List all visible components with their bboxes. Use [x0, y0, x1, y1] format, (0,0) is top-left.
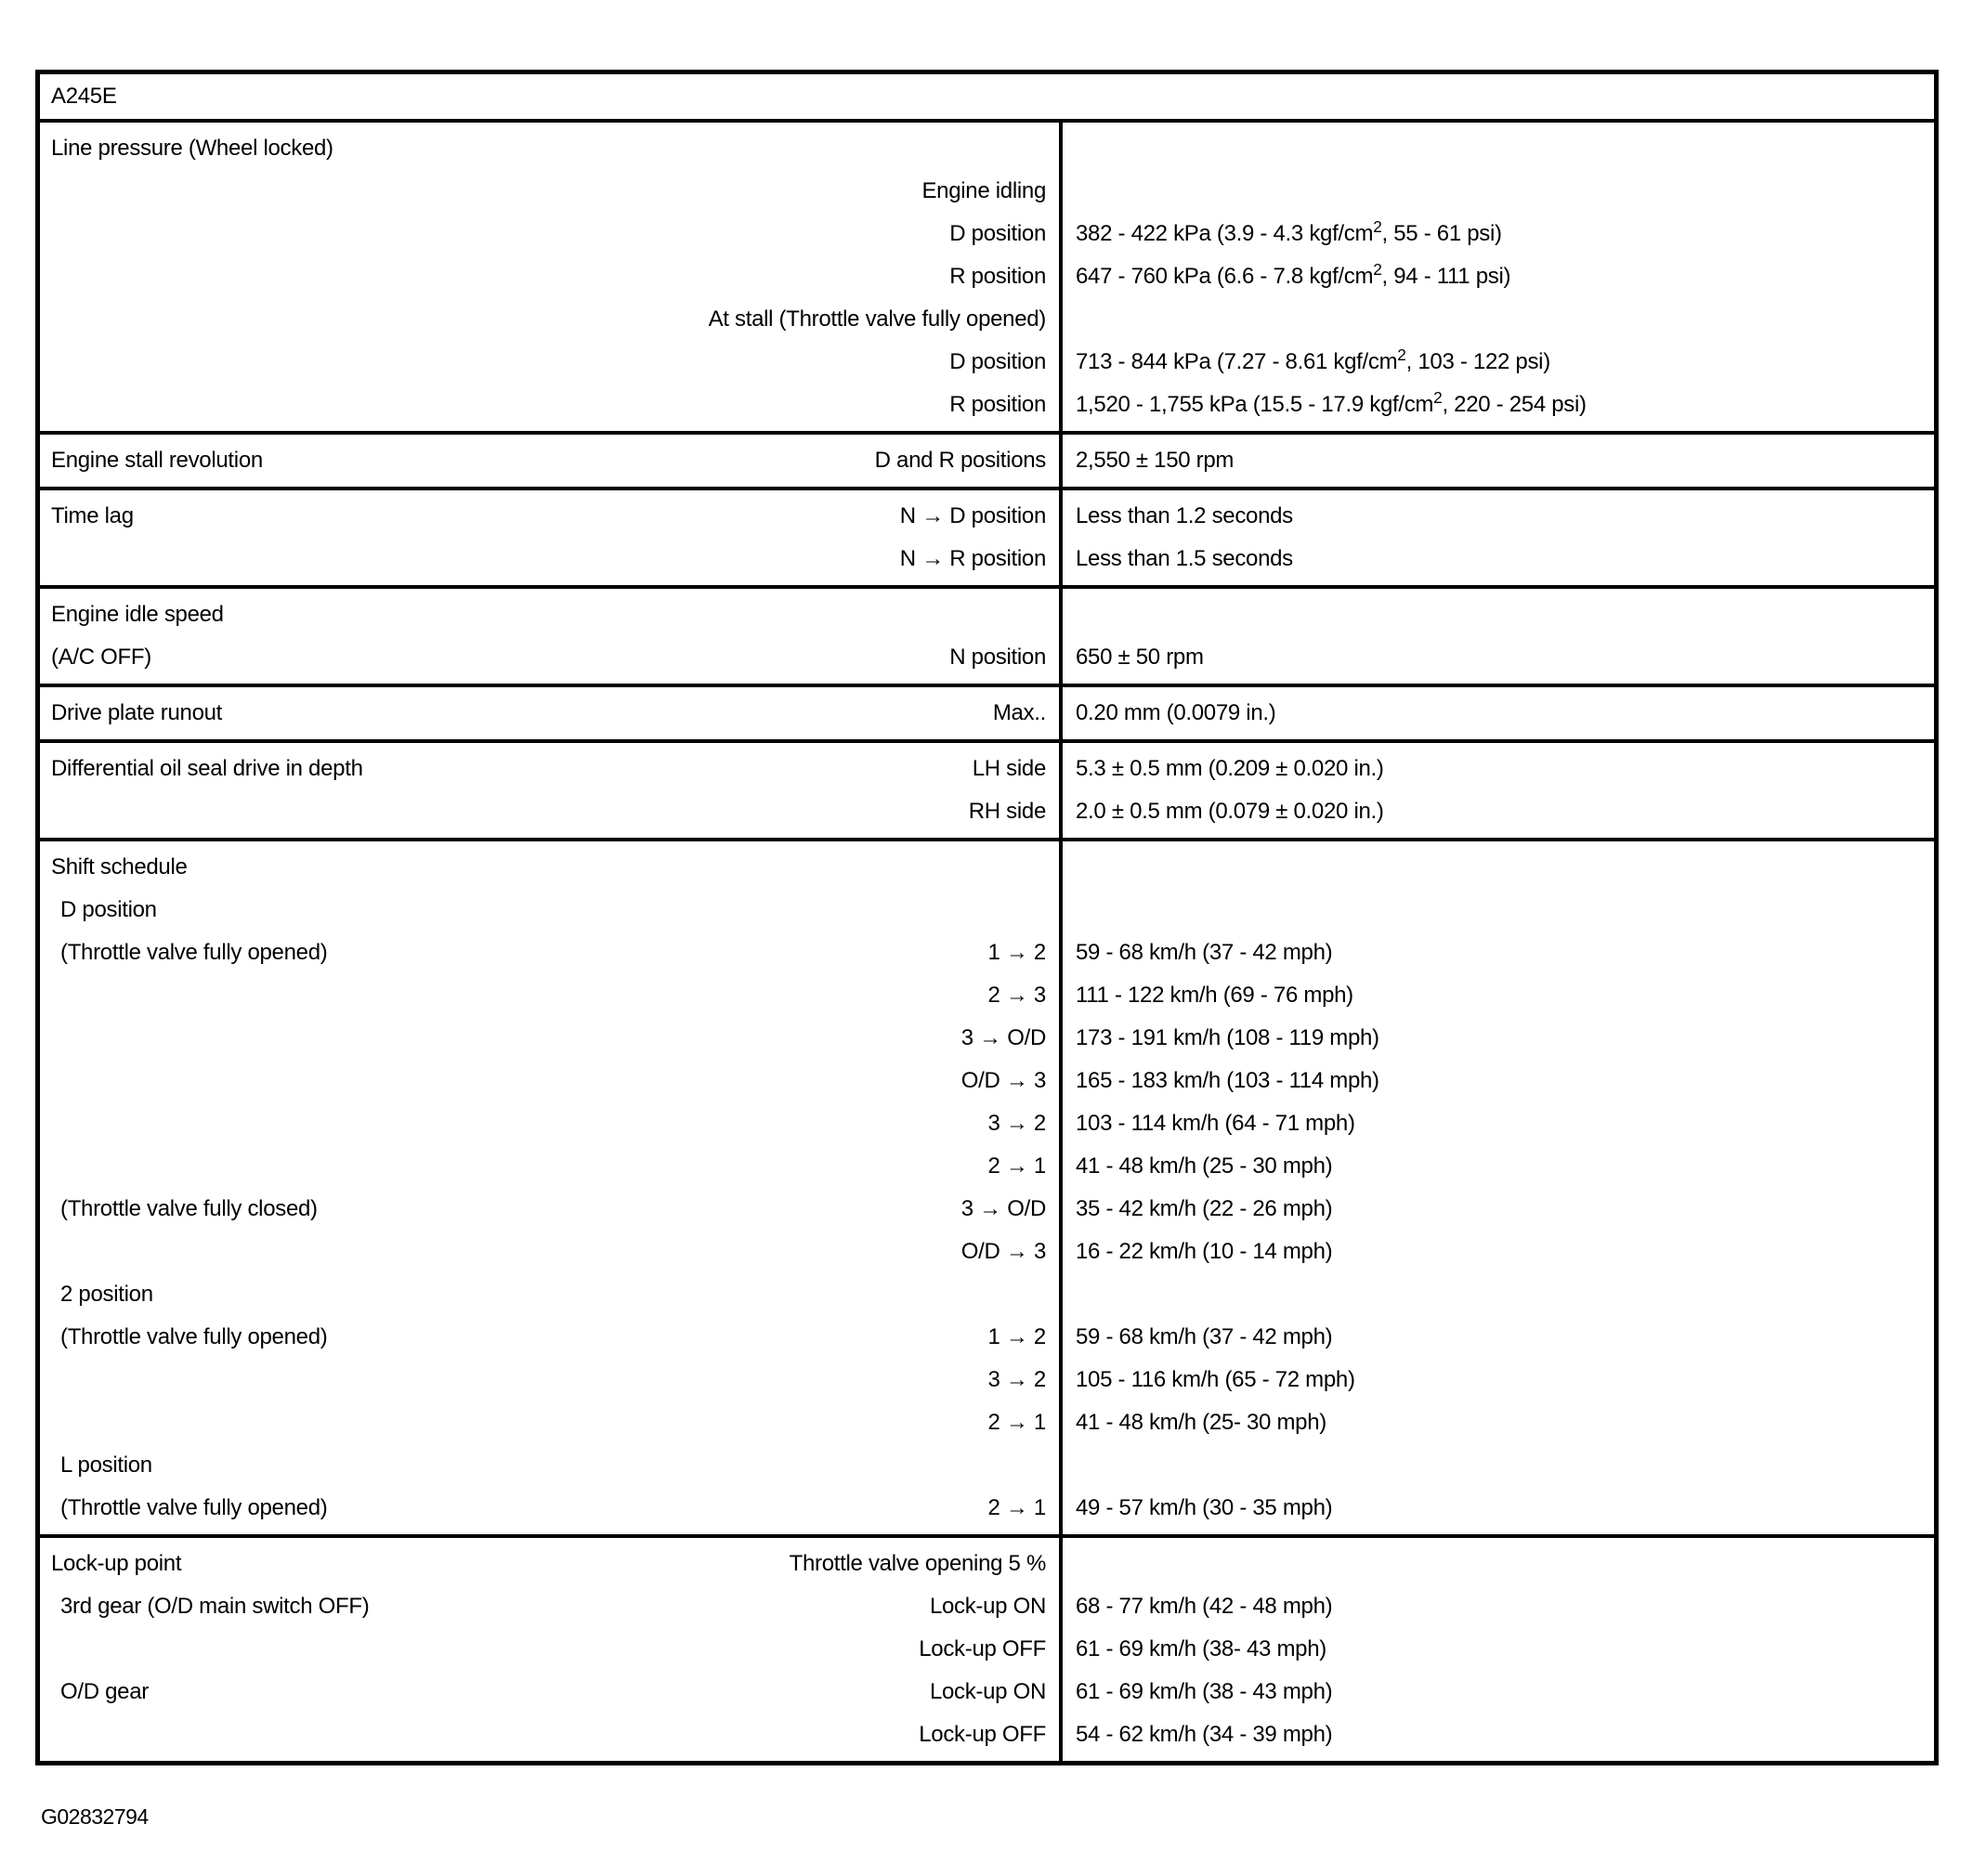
row-sublabel: 2 → 1: [987, 1153, 1046, 1179]
row-sublabel: 3 → O/D: [960, 1196, 1046, 1221]
row-sublabel: D position: [949, 221, 1046, 246]
spec-row: [40, 341, 1934, 384]
spec-row-left-cell: [40, 127, 1059, 170]
row-value: 41 - 48 km/h (25 - 30 mph): [1076, 1153, 1333, 1179]
row-value: 650 ± 50 rpm: [1076, 645, 1204, 670]
row-sublabel: 1 → 2: [987, 940, 1046, 965]
row-value: 59 - 68 km/h (37 - 42 mph): [1076, 940, 1333, 965]
row-value: 35 - 42 km/h (22 - 26 mph): [1076, 1196, 1333, 1221]
spec-section: [40, 687, 1934, 743]
spec-row-left-cell: [40, 1671, 1059, 1713]
spec-row-left-cell: [40, 439, 1059, 482]
row-label: O/D gear: [60, 1679, 149, 1704]
row-sublabel: Engine idling: [921, 178, 1046, 203]
row-value: 382 - 422 kPa (3.9 - 4.3 kgf/$cm^2$, 55 - 61 psi): [1076, 217, 1502, 246]
spec-row-left-cell: [40, 1188, 1059, 1231]
spec-section: [40, 841, 1934, 1538]
row-label: 2 position: [60, 1282, 153, 1307]
row-value: 61 - 69 km/h (38- 43 mph): [1076, 1636, 1326, 1661]
row-label: Engine stall revolution: [51, 448, 263, 473]
spec-row: [40, 1628, 1934, 1671]
spec-row-left-cell: [40, 341, 1059, 384]
row-sublabel: N position: [949, 645, 1046, 670]
spec-row-left-cell: [40, 1628, 1059, 1671]
spec-row-left-cell: [40, 1017, 1059, 1060]
spec-row-left-cell: [40, 846, 1059, 889]
spec-row-left-cell: [40, 495, 1059, 538]
spec-row-left-cell: [40, 255, 1059, 298]
row-value: 165 - 183 km/h (103 - 114 mph): [1076, 1068, 1379, 1093]
row-value: [1059, 1444, 1934, 1487]
spec-row: [40, 495, 1934, 538]
row-sublabel: LH side: [972, 756, 1046, 781]
spec-row: [40, 1017, 1934, 1060]
spec-row-left-cell: [40, 1585, 1059, 1628]
row-label: (Throttle valve fully closed): [60, 1196, 318, 1221]
spec-row-left-cell: [40, 1102, 1059, 1145]
spec-row: [40, 1585, 1934, 1628]
superscript-2: 2: [1373, 217, 1382, 236]
spec-section: [40, 123, 1934, 435]
spec-row-left-cell: [40, 692, 1059, 735]
row-sublabel: At stall (Throttle valve fully opened): [708, 306, 1046, 332]
row-value: 1,520 - 1,755 kPa (15.5 - 17.9 kgf/$cm^2$, 220 - 254 psi): [1076, 388, 1587, 417]
spec-row: [40, 538, 1934, 580]
row-value: [1059, 593, 1934, 636]
spec-row-left-cell: [40, 1316, 1059, 1359]
row-value: [1059, 170, 1934, 213]
row-label: Lock-up point: [51, 1551, 182, 1576]
column-divider: [1059, 123, 1063, 1761]
spec-row: [40, 1359, 1934, 1401]
spec-row-left-cell: [40, 1273, 1059, 1316]
row-value: [1059, 298, 1934, 341]
spec-row: [40, 636, 1934, 679]
spec-row: [40, 1543, 1934, 1585]
spec-row: [40, 170, 1934, 213]
row-value: 59 - 68 km/h (37 - 42 mph): [1076, 1324, 1333, 1349]
row-label: Differential oil seal drive in depth: [51, 756, 363, 781]
row-value: [1059, 1273, 1934, 1316]
spec-row-left-cell: [40, 384, 1059, 426]
spec-row: [40, 593, 1934, 636]
spec-row: [40, 931, 1934, 974]
spec-row: [40, 1102, 1934, 1145]
row-label: (A/C OFF): [51, 645, 151, 670]
row-value: Less than 1.2 seconds: [1076, 503, 1293, 528]
spec-row: [40, 1401, 1934, 1444]
row-sublabel: 2 → 1: [987, 1410, 1046, 1435]
spec-row-left-cell: [40, 1543, 1059, 1585]
row-value: [1059, 846, 1934, 889]
row-sublabel: R position: [949, 264, 1046, 289]
row-value: 61 - 69 km/h (38 - 43 mph): [1076, 1679, 1333, 1704]
row-sublabel: O/D → 3: [960, 1239, 1046, 1264]
row-sublabel: N → D position: [899, 503, 1046, 528]
row-sublabel: 2 → 3: [987, 983, 1046, 1008]
spec-row: [40, 255, 1934, 298]
row-sublabel: Lock-up OFF: [919, 1722, 1046, 1747]
row-sublabel: N → R position: [899, 546, 1046, 571]
spec-row-left-cell: [40, 170, 1059, 213]
spec-row: [40, 748, 1934, 790]
row-sublabel: Throttle valve opening 5 %: [789, 1551, 1046, 1576]
row-sublabel: 1 → 2: [987, 1324, 1046, 1349]
superscript-2: 2: [1433, 388, 1443, 407]
row-value: 0.20 mm (0.0079 in.): [1076, 700, 1276, 725]
row-sublabel: Lock-up ON: [929, 1594, 1046, 1619]
row-value: 105 - 116 km/h (65 - 72 mph): [1076, 1367, 1355, 1392]
spec-section: [40, 1538, 1934, 1761]
spec-row-left-cell: [40, 1231, 1059, 1273]
spec-section: [40, 490, 1934, 589]
row-label: Shift schedule: [51, 854, 188, 879]
spec-row-left-cell: [40, 1145, 1059, 1188]
spec-row-left-cell: [40, 1713, 1059, 1756]
spec-row-left-cell: [40, 636, 1059, 679]
row-label: D position: [60, 897, 157, 922]
row-sublabel: 3 → 2: [987, 1367, 1046, 1392]
table-title: A245E: [40, 74, 1934, 123]
superscript-2: 2: [1373, 260, 1382, 279]
row-value: 111 - 122 km/h (69 - 76 mph): [1076, 983, 1353, 1008]
row-sublabel: D and R positions: [874, 448, 1046, 473]
row-label: L position: [60, 1453, 152, 1478]
row-value: 54 - 62 km/h (34 - 39 mph): [1076, 1722, 1333, 1747]
spec-table: [35, 70, 1939, 1765]
spec-row-left-cell: [40, 1359, 1059, 1401]
spec-row-left-cell: [40, 298, 1059, 341]
spec-row: [40, 1713, 1934, 1756]
spec-table-sections: [40, 123, 1934, 1761]
row-sublabel: D position: [949, 349, 1046, 374]
spec-row-left-cell: [40, 748, 1059, 790]
spec-row: [40, 298, 1934, 341]
row-sublabel: Max..: [992, 700, 1046, 725]
spec-row-left-cell: [40, 538, 1059, 580]
figure-code: G02832794: [41, 1804, 149, 1829]
row-label: Engine idle speed: [51, 602, 224, 627]
spec-row: [40, 127, 1934, 170]
row-sublabel: 3 → 2: [987, 1111, 1046, 1136]
spec-row-left-cell: [40, 931, 1059, 974]
row-sublabel: Lock-up OFF: [919, 1636, 1046, 1661]
row-sublabel: RH side: [968, 799, 1046, 824]
row-value: [1059, 889, 1934, 931]
spec-row: [40, 1487, 1934, 1530]
spec-row-left-cell: [40, 1401, 1059, 1444]
spec-row-left-cell: [40, 790, 1059, 833]
row-label: Line pressure (Wheel locked): [51, 136, 333, 161]
spec-section: [40, 589, 1934, 687]
spec-row-left-cell: [40, 1060, 1059, 1102]
row-sublabel: R position: [949, 392, 1046, 417]
spec-section: [40, 743, 1934, 841]
spec-row: [40, 213, 1934, 255]
row-label: (Throttle valve fully opened): [60, 1495, 328, 1520]
spec-row-left-cell: [40, 213, 1059, 255]
spec-row: [40, 889, 1934, 931]
spec-row-left-cell: [40, 974, 1059, 1017]
spec-row: [40, 1145, 1934, 1188]
spec-row: [40, 846, 1934, 889]
row-value: 2.0 ± 0.5 mm (0.079 ± 0.020 in.): [1076, 799, 1384, 824]
row-label: Drive plate runout: [51, 700, 223, 725]
row-value: 68 - 77 km/h (42 - 48 mph): [1076, 1594, 1333, 1619]
row-sublabel: 2 → 1: [987, 1495, 1046, 1520]
row-label: (Throttle valve fully opened): [60, 940, 328, 965]
row-value: 2,550 ± 150 rpm: [1076, 448, 1235, 473]
spec-row: [40, 1273, 1934, 1316]
spec-row: [40, 790, 1934, 833]
row-sublabel: O/D → 3: [960, 1068, 1046, 1093]
spec-row-left-cell: [40, 1487, 1059, 1530]
spec-row: [40, 439, 1934, 482]
row-value: [1059, 1543, 1934, 1585]
row-value: 173 - 191 km/h (108 - 119 mph): [1076, 1025, 1379, 1050]
row-value: 41 - 48 km/h (25- 30 mph): [1076, 1410, 1326, 1435]
row-label: 3rd gear (O/D main switch OFF): [60, 1594, 370, 1619]
spec-row: [40, 1060, 1934, 1102]
row-value: 647 - 760 kPa (6.6 - 7.8 kgf/$cm^2$, 94 - 111 psi): [1076, 260, 1511, 289]
spec-row: [40, 384, 1934, 426]
spec-row: [40, 1188, 1934, 1231]
row-value: Less than 1.5 seconds: [1076, 546, 1293, 571]
spec-row: [40, 1316, 1934, 1359]
spec-row-left-cell: [40, 1444, 1059, 1487]
row-value: [1059, 127, 1934, 170]
row-label: (Throttle valve fully opened): [60, 1324, 328, 1349]
spec-row: [40, 1444, 1934, 1487]
row-value: 5.3 ± 0.5 mm (0.209 ± 0.020 in.): [1076, 756, 1384, 781]
spec-row: [40, 1231, 1934, 1273]
spec-row: [40, 974, 1934, 1017]
row-label: Time lag: [51, 503, 134, 528]
spec-section: [40, 435, 1934, 490]
row-value: 16 - 22 km/h (10 - 14 mph): [1076, 1239, 1333, 1264]
spec-row: [40, 692, 1934, 735]
superscript-2: 2: [1397, 345, 1406, 364]
row-value: 49 - 57 km/h (30 - 35 mph): [1076, 1495, 1333, 1520]
row-sublabel: 3 → O/D: [960, 1025, 1046, 1050]
spec-row: [40, 1671, 1934, 1713]
row-sublabel: Lock-up ON: [929, 1679, 1046, 1704]
spec-row-left-cell: [40, 889, 1059, 931]
spec-row-left-cell: [40, 593, 1059, 636]
row-value: 103 - 114 km/h (64 - 71 mph): [1076, 1111, 1355, 1136]
row-value: 713 - 844 kPa (7.27 - 8.61 kgf/$cm^2$, 103 - 122 psi): [1076, 345, 1550, 374]
